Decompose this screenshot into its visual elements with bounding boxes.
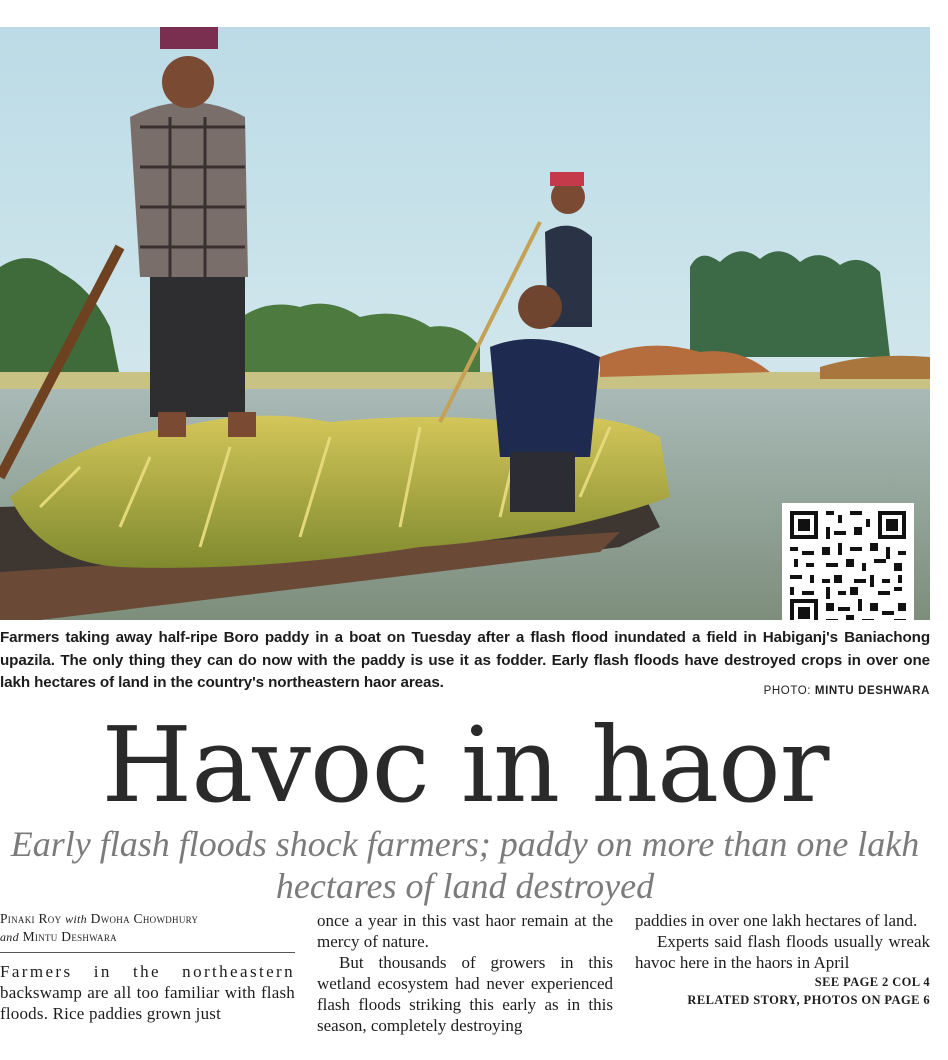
qr-code-icon[interactable] xyxy=(782,503,914,620)
lead-paragraph xyxy=(0,961,295,1024)
photo-credit-label: PHOTO: xyxy=(763,685,815,697)
lead-rest: backswamp are all too familiar with flash floods. Rice paddies grown just xyxy=(0,983,295,1023)
byline xyxy=(0,910,295,953)
jump-related-story[interactable]: RELATED STORY, PHOTOS ON PAGE 6 xyxy=(687,993,930,1007)
lead-first-line: Farmers in the northeastern xyxy=(0,962,295,981)
news-photo xyxy=(0,27,930,620)
headline: Havoc in haor xyxy=(101,704,829,826)
article-column-3 xyxy=(635,910,930,1009)
byline-author-1: Pinaki Roy xyxy=(0,911,62,926)
byline-and: and xyxy=(0,930,19,944)
jump-see-page[interactable]: SEE PAGE 2 COL 4 xyxy=(814,975,930,989)
byline-author-3: Mintu Deshwara xyxy=(22,929,117,944)
subheadline: Early flash floods shock farmers; paddy on more than one lakh hectares of land destroyed xyxy=(10,824,920,906)
byline-author-2: Dwoha Chowdhury xyxy=(90,911,199,926)
byline-with: with xyxy=(65,912,87,926)
body-paragraph: Experts said flash floods usually wreak havoc here in the haors in April xyxy=(635,932,930,972)
body-paragraph: But thousands of growers in this wetland ecosystem had never experienced flash floods striking this early as in this season, completely destroying xyxy=(317,953,613,1035)
article-column-1 xyxy=(0,910,295,1024)
article-column-2 xyxy=(317,910,613,1036)
body-paragraph: paddies in over one lakh hectares of land. xyxy=(635,911,918,930)
caption-text: Farmers taking away half-ripe Boro paddy in a boat on Tuesday after a flash flood inundated a field in Habiganj's Baniachong upazila. The only thing they can do now with the paddy is use it as fodder. Early flash floods have destroyed crops in over one lakh hectares of land in the country's northeastern haor areas. xyxy=(0,629,930,691)
photo-credit-name: MINTU DESHWARA xyxy=(814,685,930,697)
body-paragraph: once a year in this vast haor remain at the mercy of nature. xyxy=(317,911,613,951)
